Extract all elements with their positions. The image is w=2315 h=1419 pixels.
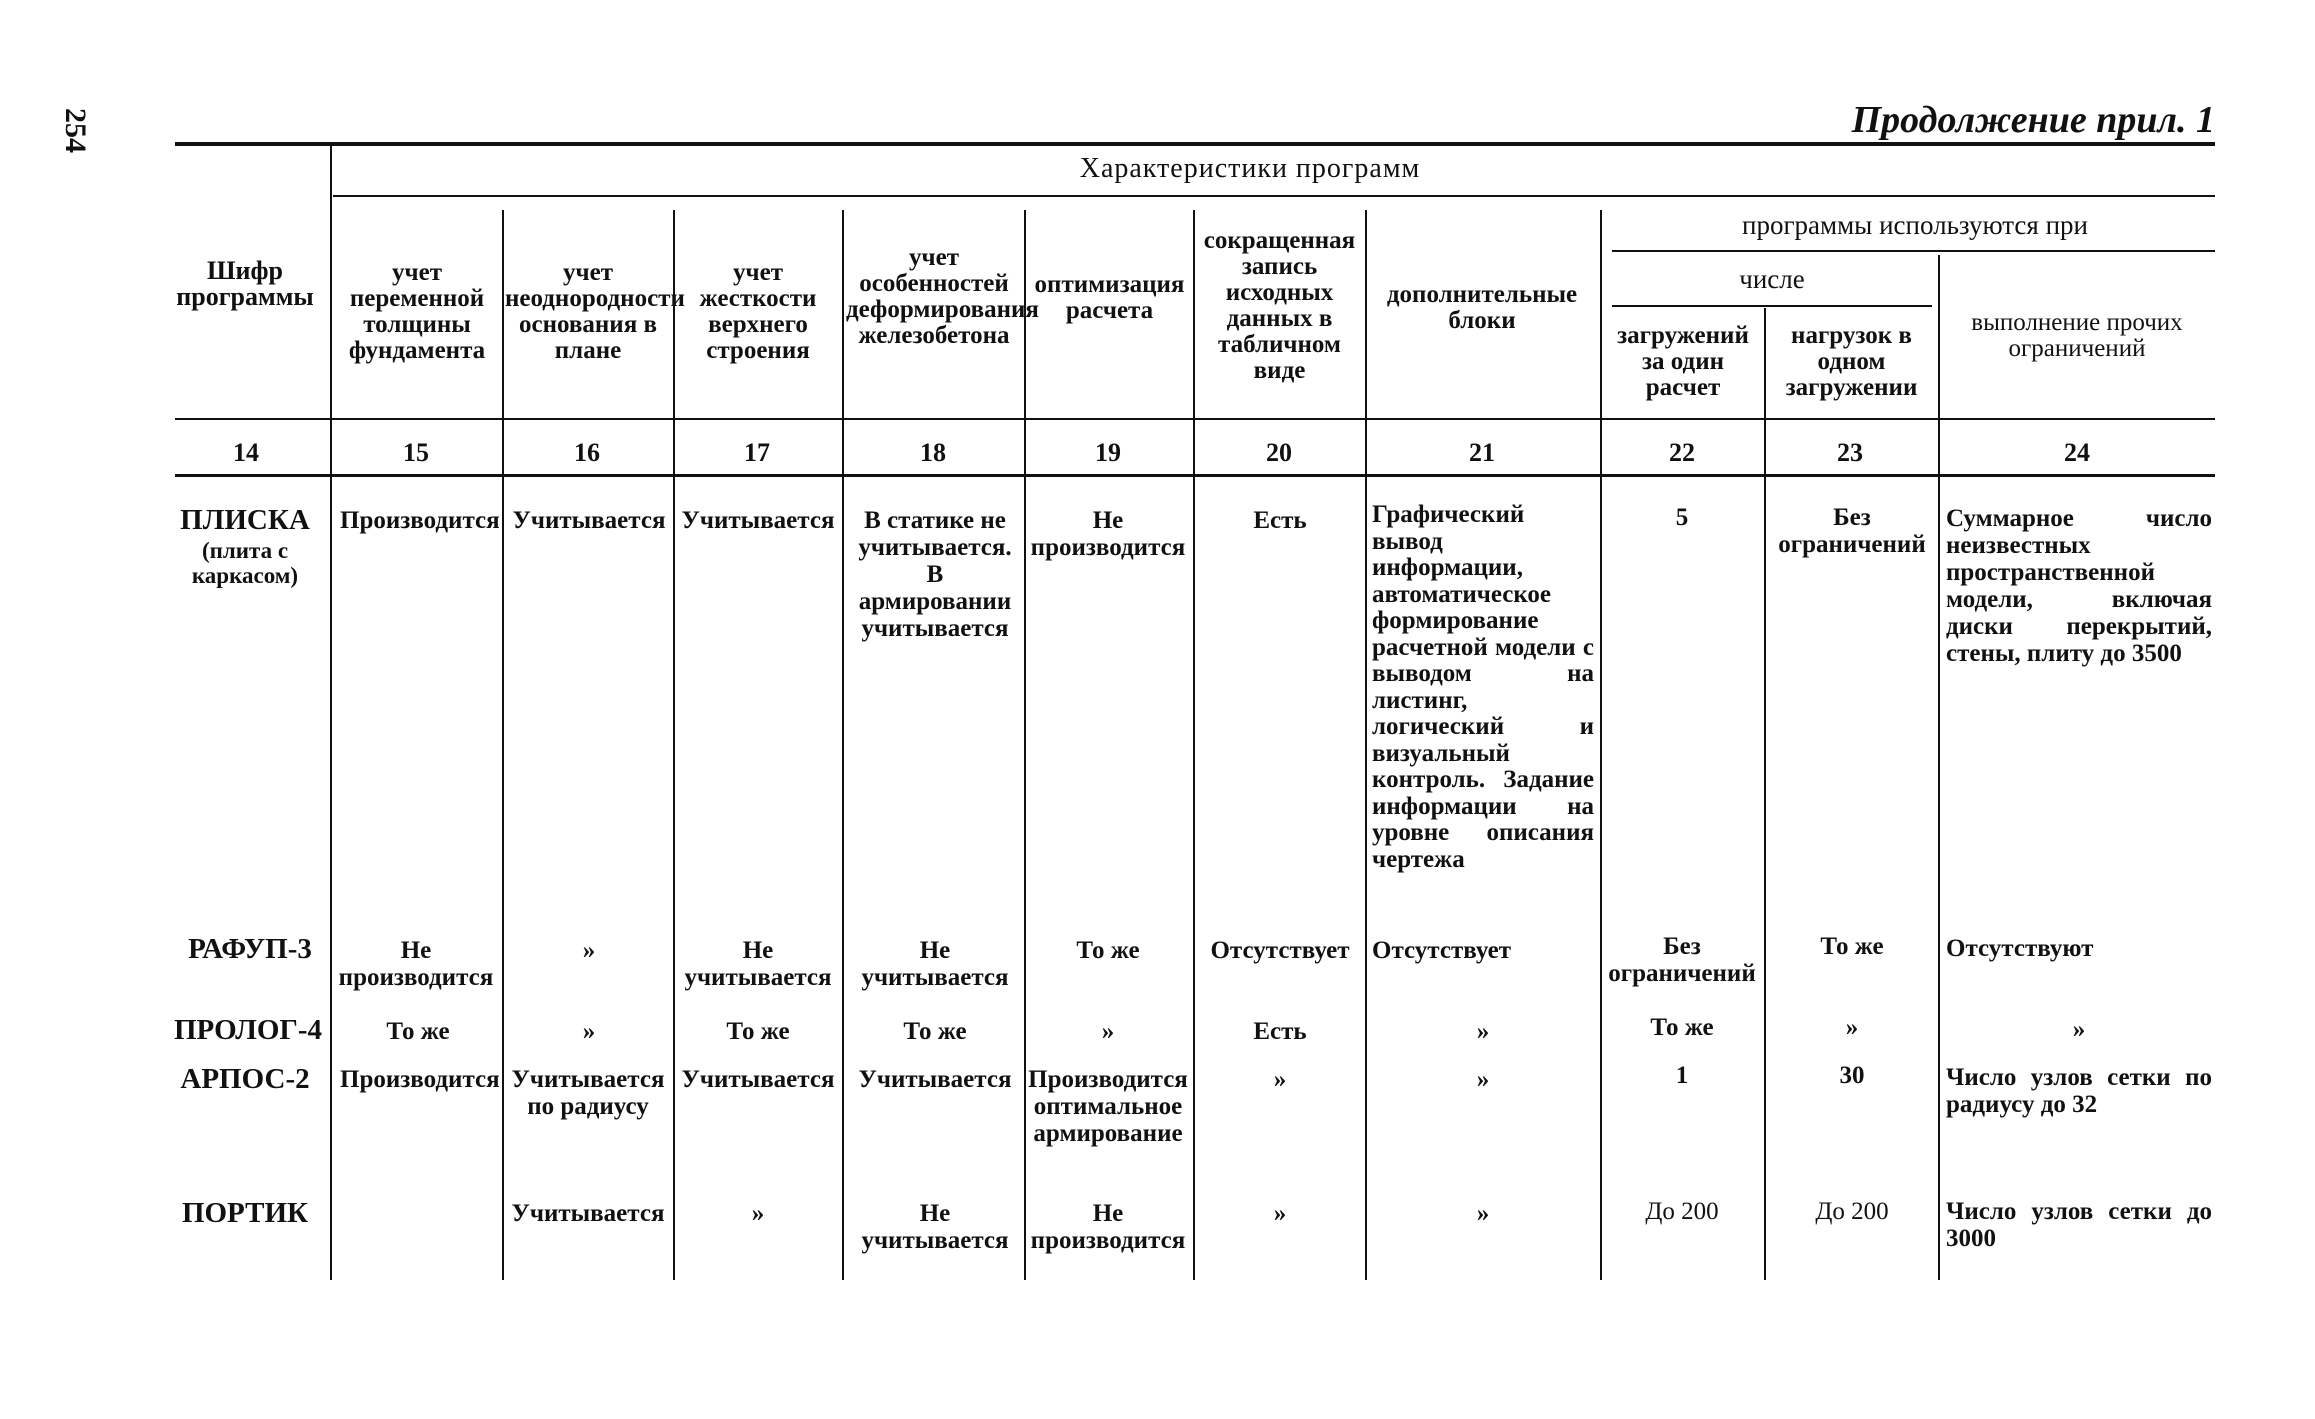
header-code: Шифр программы <box>176 256 314 311</box>
cell-col-20: » <box>1273 1200 1287 1227</box>
col-number: 23 <box>1837 438 1863 467</box>
cell-col-15: Производится <box>340 1066 500 1093</box>
cell-col-21: » <box>1476 1066 1490 1093</box>
cell-col-19: » <box>1101 1018 1115 1045</box>
header-bottom-rule <box>175 418 2215 420</box>
cell-col-24: » <box>2072 1016 2086 1043</box>
cell-col-23: » <box>1845 1014 1859 1041</box>
cell-col-22: Без ограничений <box>1608 933 1756 987</box>
col-number: 22 <box>1669 438 1695 467</box>
cell-col-24: Отсутствуют <box>1946 935 2094 962</box>
cell-col-16: Учитывается <box>511 1200 665 1227</box>
row-code: ПОРТИК <box>181 1197 309 1229</box>
header-col-15: учет переменной толщины фундамента <box>348 259 486 364</box>
cell-col-17: Не учитывается <box>684 937 832 991</box>
header-col-20: сокращенная запись исходных данных в табличном виде <box>1203 227 1356 384</box>
cell-col-22: То же <box>1650 1014 1714 1041</box>
cell-col-23: До 200 <box>1815 1198 1889 1225</box>
cell-col-21: Отсутствует <box>1372 937 1512 964</box>
cell-col-20: Есть <box>1253 507 1307 534</box>
cell-col-21: » <box>1476 1018 1490 1045</box>
row-code: ПРОЛОГ-4 <box>174 1014 322 1046</box>
cell-col-17: » <box>751 1200 765 1227</box>
col-rule-4 <box>842 210 844 1280</box>
subsubgroup-rule <box>1612 305 1932 307</box>
cell-col-19: Производится оптимальное армирование <box>1028 1066 1188 1147</box>
col-rule-6 <box>1193 210 1195 1280</box>
header-group: Характеристики программ <box>1079 153 1421 184</box>
cell-col-21: Графический вывод информации, автоматическое формирование расчетной модели с выводом на листинг, логический и визуальный контроль. Задание информации на уровне описания чертежа <box>1372 501 1594 873</box>
cell-col-16: » <box>582 937 596 964</box>
cell-col-18: В статике не учитывается. В армировании учитывается <box>858 507 1012 642</box>
col-number: 24 <box>2064 438 2090 467</box>
col-rule-10 <box>1938 255 1940 1280</box>
row-code: РАФУП-3 <box>188 933 312 965</box>
cell-col-18: Не учитывается <box>861 937 1009 991</box>
cell-col-22: 1 <box>1675 1062 1689 1089</box>
cell-col-22: До 200 <box>1645 1198 1719 1225</box>
col-number: 15 <box>403 438 429 467</box>
cell-col-23: 30 <box>1839 1062 1865 1089</box>
cell-col-18: Учитывается <box>858 1066 1012 1093</box>
col-number: 17 <box>744 438 770 467</box>
running-head: Продолжение прил. 1 <box>1851 99 2215 141</box>
cell-col-24: Число узлов сетки до 3000 <box>1946 1198 2212 1252</box>
cell-col-19: Не производится <box>1030 507 1186 561</box>
row-code-note: (плита с каркасом) <box>191 538 299 588</box>
cell-col-17: То же <box>726 1018 790 1045</box>
page-number: 254 <box>59 108 92 153</box>
numbers-bottom-rule <box>175 474 2215 477</box>
cell-col-21: » <box>1476 1200 1490 1227</box>
row-code: ПЛИСКА <box>180 504 310 536</box>
col-rule-5 <box>1024 210 1026 1280</box>
col-number: 14 <box>233 438 259 467</box>
cell-col-17: Учитывается <box>681 1066 835 1093</box>
col-number: 18 <box>920 438 946 467</box>
col-rule-3 <box>673 210 675 1280</box>
col-rule-1 <box>330 145 332 1280</box>
cell-col-15: То же <box>386 1018 450 1045</box>
col-rule-2 <box>502 210 504 1280</box>
cell-col-24: Суммарное число неизвестных пространственной модели, включая диски перекрытий, стены, плиту до 3500 <box>1946 505 2212 667</box>
cell-col-16: Учитывается по радиусу <box>511 1066 665 1120</box>
cell-col-19: Не производится <box>1030 1200 1186 1254</box>
cell-col-15: Производится <box>340 507 500 534</box>
col-rule-9 <box>1764 308 1766 1280</box>
group-rule <box>333 195 2215 197</box>
col-number: 20 <box>1266 438 1292 467</box>
col-number: 21 <box>1469 438 1495 467</box>
header-col-19: оптимизация расчета <box>1034 271 1185 324</box>
col-rule-8 <box>1600 210 1602 1280</box>
header-col-21: дополнительные блоки <box>1386 281 1578 334</box>
cell-col-17: Учитывается <box>681 507 835 534</box>
header-subsubgroup: числе <box>1739 264 1805 294</box>
cell-col-22: 5 <box>1675 504 1689 531</box>
header-subgroup: программы используются при <box>1742 210 2088 240</box>
table-top-rule <box>175 142 2215 146</box>
cell-col-15: Не производится <box>338 937 494 991</box>
cell-col-23: То же <box>1820 933 1884 960</box>
header-col-24: выполнение прочих ограничений <box>1971 309 2183 362</box>
col-number: 19 <box>1095 438 1121 467</box>
col-number: 16 <box>574 438 600 467</box>
cell-col-20: Есть <box>1253 1018 1307 1045</box>
cell-col-24: Число узлов сетки по радиусу до 32 <box>1946 1064 2212 1118</box>
cell-col-16: Учитывается <box>512 507 666 534</box>
header-col-16: учет неоднородности основания в плане <box>505 259 685 364</box>
col-rule-7 <box>1365 210 1367 1280</box>
row-code: АРПОС-2 <box>180 1063 310 1095</box>
header-col-18: учет особенностей деформирования железобетона <box>846 244 1039 349</box>
cell-col-20: Отсутствует <box>1210 937 1350 964</box>
cell-col-20: » <box>1273 1066 1287 1093</box>
cell-col-16: » <box>582 1018 596 1045</box>
header-col-22: загружений за один расчет <box>1617 322 1749 401</box>
header-col-23: нагрузок в одном загружении <box>1785 322 1918 401</box>
header-col-17: учет жесткости верхнего строения <box>699 259 817 364</box>
cell-col-23: Без ограничений <box>1778 504 1926 558</box>
cell-col-19: То же <box>1076 937 1140 964</box>
cell-col-18: Не учитывается <box>861 1200 1009 1254</box>
cell-col-18: То же <box>903 1018 967 1045</box>
subgroup-rule <box>1612 250 2215 252</box>
